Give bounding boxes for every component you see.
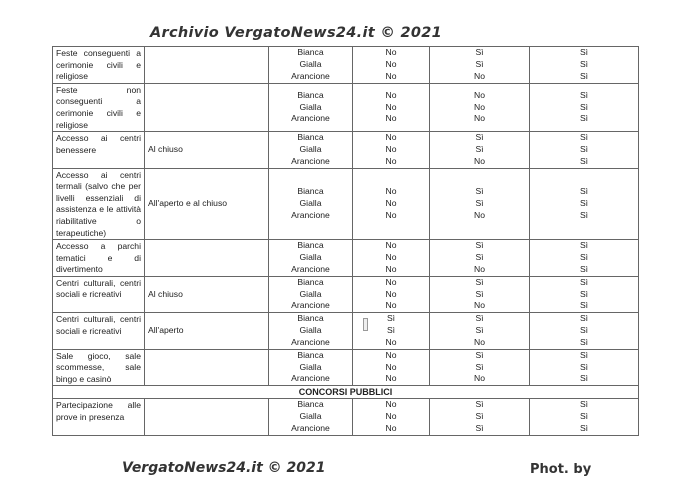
value-cell	[430, 132, 530, 168]
zone-cell	[269, 168, 353, 240]
cell-line: No	[385, 423, 397, 434]
cell-line: Sì	[579, 313, 589, 324]
cell-line: No	[385, 155, 397, 166]
cell-line: Sì	[475, 47, 484, 58]
cell-line: No	[474, 263, 485, 274]
cell-line: Sì	[579, 288, 589, 299]
condition-cell: All'aperto e al chiuso	[145, 168, 269, 240]
cell-line: No	[385, 143, 397, 154]
cell-line: Sì	[579, 373, 589, 384]
cell-line: No	[385, 336, 397, 347]
cell-line: Sì	[579, 89, 589, 100]
activity-cell: Partecipazione alle prove in presenza	[53, 399, 145, 435]
cell-line: Sì	[475, 197, 484, 208]
value-cell	[353, 399, 430, 435]
value-cell	[530, 47, 639, 84]
cell-line: Sì	[579, 263, 589, 274]
cell-line: Sì	[579, 349, 589, 360]
value-cell	[430, 276, 530, 312]
cell-line: Gialla	[299, 361, 322, 372]
cell-line: Sì	[475, 325, 484, 336]
cell-line: Gialla	[299, 101, 322, 112]
zone-cell	[269, 349, 353, 386]
cell-line: No	[474, 113, 485, 124]
cell-line: Arancione	[291, 373, 330, 384]
condition-cell	[145, 83, 269, 131]
cell-line: No	[385, 58, 397, 69]
value-cell	[353, 47, 430, 84]
cell-line: No	[385, 240, 397, 251]
cell-line: Sì	[475, 58, 484, 69]
value-cell	[430, 399, 530, 435]
table-row	[53, 349, 639, 386]
table-row	[53, 313, 639, 349]
value-cell	[353, 349, 430, 386]
cell-line: Arancione	[291, 263, 330, 274]
cell-line: Sì	[579, 252, 589, 263]
cell-line: No	[385, 361, 397, 372]
activity-cell: Feste conseguenti a cerimonie civili e religiose	[53, 47, 145, 84]
cell-line: No	[474, 89, 485, 100]
value-cell	[530, 83, 639, 131]
activity-cell: Sale gioco, sale scommesse, sale bingo e casinò	[53, 349, 145, 386]
value-cell	[530, 399, 639, 435]
cell-line: No	[385, 197, 397, 208]
value-cell	[430, 168, 530, 240]
condition-cell: Al chiuso	[145, 276, 269, 312]
activity-cell: Accesso ai centri termali (salvo che per livelli essenziali di assistenza e le attività riabilitative o terapeutiche)	[53, 168, 145, 240]
table-row	[53, 399, 639, 435]
cell-line: No	[474, 155, 485, 166]
activity-cell: Centri culturali, centri sociali e ricreativi	[53, 313, 145, 349]
cell-line: Sì	[579, 276, 589, 287]
value-cell	[430, 47, 530, 84]
section-row	[53, 386, 639, 399]
cell-line: Bianca	[297, 47, 324, 58]
cell-line: Gialla	[299, 288, 322, 299]
cell-line: Sì	[579, 411, 589, 422]
value-cell	[353, 240, 430, 277]
cell-line: Sì	[475, 143, 484, 154]
value-cell	[353, 168, 430, 240]
cell-line: No	[385, 399, 397, 410]
cell-line: No	[385, 288, 397, 299]
cell-line: No	[385, 101, 397, 112]
cell-line: No	[474, 101, 485, 112]
cell-line: Sì	[475, 288, 484, 299]
cell-line: No	[385, 349, 397, 360]
zone-cell	[269, 47, 353, 84]
rules-table	[52, 46, 639, 436]
photo-credit: Phot. by	[530, 462, 592, 477]
cell-line: Sì	[579, 361, 589, 372]
cell-line: Sì	[579, 143, 589, 154]
zone-cell	[269, 83, 353, 131]
zone-cell	[269, 399, 353, 435]
cell-line: Sì	[579, 197, 589, 208]
cell-line: Sì	[475, 423, 484, 434]
cell-line: No	[474, 70, 485, 81]
cell-line: No	[474, 373, 485, 384]
cell-line: No	[385, 186, 397, 197]
cell-line: Sì	[475, 252, 484, 263]
cell-line: No	[385, 263, 397, 274]
cell-line: Sì	[475, 361, 484, 372]
cell-line: Sì	[475, 132, 484, 143]
cell-line: Sì	[579, 47, 589, 58]
cell-line: No	[385, 411, 397, 422]
zone-cell	[269, 132, 353, 168]
cell-line: Bianca	[297, 186, 324, 197]
cell-line: Sì	[579, 423, 589, 434]
cell-line: Gialla	[299, 411, 322, 422]
cell-line: Bianca	[297, 399, 324, 410]
table-row	[53, 276, 639, 312]
table-row	[53, 83, 639, 131]
table-row	[53, 132, 639, 168]
table-row	[53, 168, 639, 240]
condition-cell	[145, 349, 269, 386]
cell-line: Sì	[579, 58, 589, 69]
condition-cell	[145, 399, 269, 435]
cell-line: Sì	[579, 101, 589, 112]
value-cell	[530, 349, 639, 386]
value-cell	[430, 313, 530, 349]
cell-line: Arancione	[291, 70, 330, 81]
cell-line: No	[385, 276, 397, 287]
cell-line: No	[385, 47, 397, 58]
activity-cell: Feste non conseguenti a cerimonie civili e religiose	[53, 83, 145, 131]
value-cell	[353, 276, 430, 312]
cell-line: Sì	[475, 276, 484, 287]
condition-cell	[145, 47, 269, 84]
cell-line: Sì	[579, 209, 589, 220]
cell-line: Sì	[386, 325, 396, 336]
cell-line: Sì	[579, 70, 589, 81]
cell-line: No	[385, 89, 397, 100]
cell-line: Gialla	[299, 252, 322, 263]
value-cell	[530, 313, 639, 349]
cell-line: No	[385, 300, 397, 311]
value-cell	[530, 132, 639, 168]
page-header-watermark: Archivio VergatoNews24.it © 2021	[150, 25, 443, 41]
zone-cell	[269, 276, 353, 312]
cell-line: Gialla	[299, 58, 322, 69]
footer-watermark: VergatoNews24.it © 2021	[122, 460, 326, 476]
cell-line: Sì	[579, 240, 589, 251]
cell-line: Sì	[579, 336, 589, 347]
zone-cell	[269, 313, 353, 349]
cell-line: Arancione	[291, 336, 330, 347]
cell-line: Sì	[475, 399, 484, 410]
cell-line: Bianca	[297, 313, 324, 324]
cell-line: No	[385, 70, 397, 81]
cell-line: Sì	[475, 240, 484, 251]
value-cell	[530, 240, 639, 277]
section-title: CONCORSI PUBBLICI	[53, 386, 639, 399]
zone-cell	[269, 240, 353, 277]
cell-line: Gialla	[299, 197, 322, 208]
table-row	[53, 240, 639, 277]
cell-line: Sì	[579, 399, 589, 410]
cell-line: Arancione	[291, 209, 330, 220]
condition-cell	[145, 240, 269, 277]
cell-line: Gialla	[299, 325, 322, 336]
cell-line: Bianca	[297, 349, 324, 360]
cell-line: Sì	[579, 113, 589, 124]
cell-line: No	[385, 132, 397, 143]
value-cell	[353, 83, 430, 131]
activity-cell: Accesso a parchi tematici e di divertimento	[53, 240, 145, 277]
condition-cell: All'aperto	[145, 313, 269, 349]
cell-line: Sì	[475, 186, 484, 197]
cell-line: Bianca	[297, 276, 324, 287]
value-cell	[430, 83, 530, 131]
cell-line: No	[474, 336, 485, 347]
value-cell	[530, 276, 639, 312]
cell-line: Arancione	[291, 423, 330, 434]
cell-line: No	[474, 209, 485, 220]
cell-line: Arancione	[291, 155, 330, 166]
cell-line: Sì	[579, 300, 589, 311]
cell-line: Sì	[475, 349, 484, 360]
cell-line: Sì	[579, 132, 589, 143]
cell-line: Sì	[579, 186, 589, 197]
activity-cell: Accesso ai centri benessere	[53, 132, 145, 168]
value-cell	[430, 349, 530, 386]
table-row	[53, 47, 639, 84]
cell-line: No	[385, 209, 397, 220]
cell-line: Bianca	[297, 240, 324, 251]
cell-line: Sì	[475, 313, 484, 324]
cell-line: Bianca	[297, 132, 324, 143]
text-cursor-icon	[363, 318, 368, 331]
value-cell	[353, 132, 430, 168]
cell-line: Arancione	[291, 300, 330, 311]
cell-line: No	[474, 300, 485, 311]
cell-line: Gialla	[299, 143, 322, 154]
value-cell	[430, 240, 530, 277]
cell-line: Sì	[386, 313, 396, 324]
cell-line: No	[385, 252, 397, 263]
cell-line: Sì	[579, 155, 589, 166]
condition-cell: Al chiuso	[145, 132, 269, 168]
value-cell	[530, 168, 639, 240]
cell-line: Sì	[579, 325, 589, 336]
activity-cell: Centri culturali, centri sociali e ricreativi	[53, 276, 145, 312]
cell-line: Arancione	[291, 113, 330, 124]
cell-line: No	[385, 373, 397, 384]
cell-line: Sì	[475, 411, 484, 422]
cell-line: No	[385, 113, 397, 124]
cell-line: Bianca	[297, 89, 324, 100]
